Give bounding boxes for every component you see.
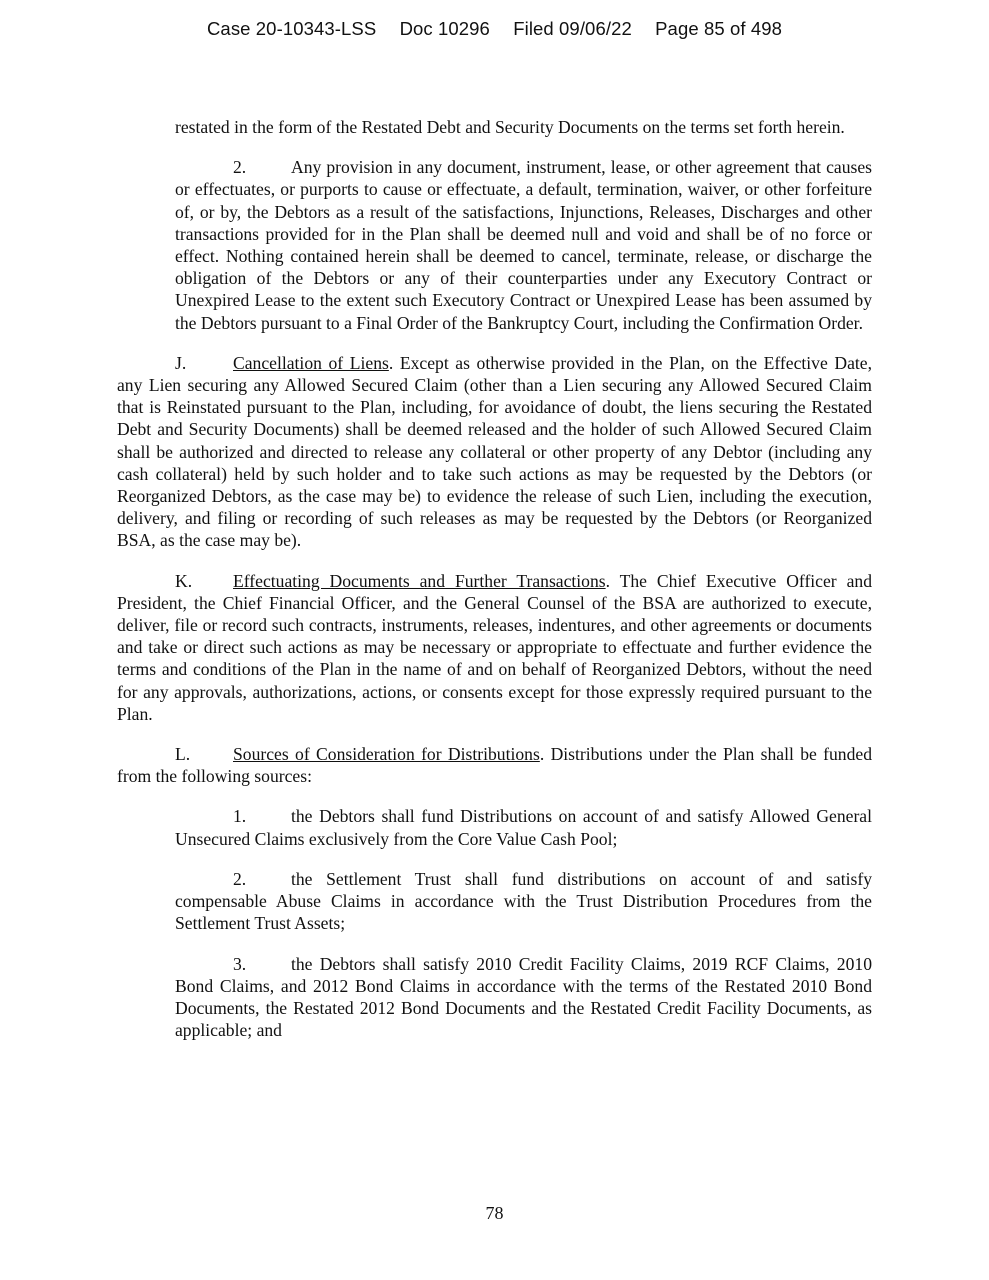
section-letter: J.	[175, 352, 187, 373]
section-heading: Cancellation of Liens	[233, 352, 389, 373]
doc-number: Doc 10296	[399, 18, 490, 39]
section-text: . The Chief Executive Officer and President, the Chief Financial Officer, and the General Counsel of the BSA are authorized to execute, deliver, file or record such contracts, instruments, releases, indentures, and other agreements or documents and take or direct such actions as may be necessary or appropriate to effectuate and further evidence the terms and conditions of the Plan in the name of and on behalf of Reorganized Debtors, without the need for any approvals, authorizations, actions, or consents except for those expressly required pursuant to the Plan.	[117, 570, 872, 724]
section-letter: K.	[175, 570, 193, 591]
case-number: Case 20-10343-LSS	[206, 18, 377, 39]
list-item-3	[175, 953, 872, 1042]
filed-date: Filed 09/06/22	[513, 18, 632, 39]
list-text: the Debtors shall fund Distributions on account of and satisfy Allowed General Unsecured Claims exclusively from the Core Value Cash Pool;	[175, 806, 872, 849]
list-number: 3.	[233, 953, 247, 974]
paragraph-text: restated in the form of the Restated Debt and Security Documents on the terms set forth herein.	[175, 117, 845, 137]
section-l	[117, 743, 872, 787]
list-item-1	[175, 805, 872, 849]
list-number: 1.	[233, 806, 247, 827]
continuation-paragraph	[175, 116, 872, 138]
section-letter: L.	[175, 744, 191, 765]
court-filing-header	[0, 18, 989, 40]
paragraph-number: 2.	[233, 157, 247, 178]
list-item-2	[175, 868, 872, 935]
section-text: . Distributions under the Plan shall be funded from the following sources:	[117, 744, 872, 787]
list-text: the Settlement Trust shall fund distributions on account of and satisfy compensable Abuse Claims in accordance with the Trust Distribution Procedures from the Settlement Trust Assets;	[175, 868, 872, 934]
section-k	[117, 570, 872, 725]
section-j	[117, 352, 872, 552]
section-text: . Except as otherwise provided in the Plan, on the Effective Date, any Lien securing any Allowed Secured Claim (other than a Lien securing any Allowed Secured Claim that is Reinstated pursuant to the Plan, including, for avoidance of doubt, the liens securing the Restated Debt and Security Documents) shall be deemed released and the holder of such Allowed Secured Claim shall be authorized and directed to release any collateral or other property of any Debtor (including any cash collateral) held by such holder and to take such actions as may be requested by the Debtors (or Reorganized Debtors, as the case may be) to evidence the release of such Lien, including the execution, delivery, and filing or recording of such releases as may be requested by the Debtors (or Reorganized BSA, as the case may be).	[117, 352, 872, 551]
page-number: 78	[485, 1203, 504, 1223]
numbered-paragraph-2	[175, 156, 872, 334]
list-number: 2.	[233, 868, 247, 889]
list-text: the Debtors shall satisfy 2010 Credit Facility Claims, 2019 RCF Claims, 2010 Bond Claims, and 2012 Bond Claims in accordance with the terms of the Restated 2010 Bond Documents, the Restated 2012 Bond Documents and the Restated Credit Facility Documents, as applicable; and	[175, 953, 872, 1041]
document-body	[117, 116, 872, 1059]
section-heading: Sources of Consideration for Distributions	[233, 744, 540, 765]
paragraph-text: Any provision in any document, instrument, lease, or other agreement that causes or effectuates, or purports to cause or effectuate, a default, termination, waiver, or other forfeiture of, or by, the Debtors as a result of the satisfactions, Injunctions, Releases, Discharges and other transactions provided for in the Plan shall be deemed null and void and shall be of no force or effect. Nothing contained herein shall be deemed to cancel, terminate, release, or discharge the obligation of the Debtors or any of their counterparties under any Executory Contract or Unexpired Lease to the extent such Executory Contract or Unexpired Lease has been assumed by the Debtors pursuant to a Final Order of the Bankruptcy Court, including the Confirmation Order.	[175, 157, 872, 333]
page-count: Page 85 of 498	[655, 18, 783, 39]
section-heading: Effectuating Documents and Further Transactions	[233, 570, 606, 591]
